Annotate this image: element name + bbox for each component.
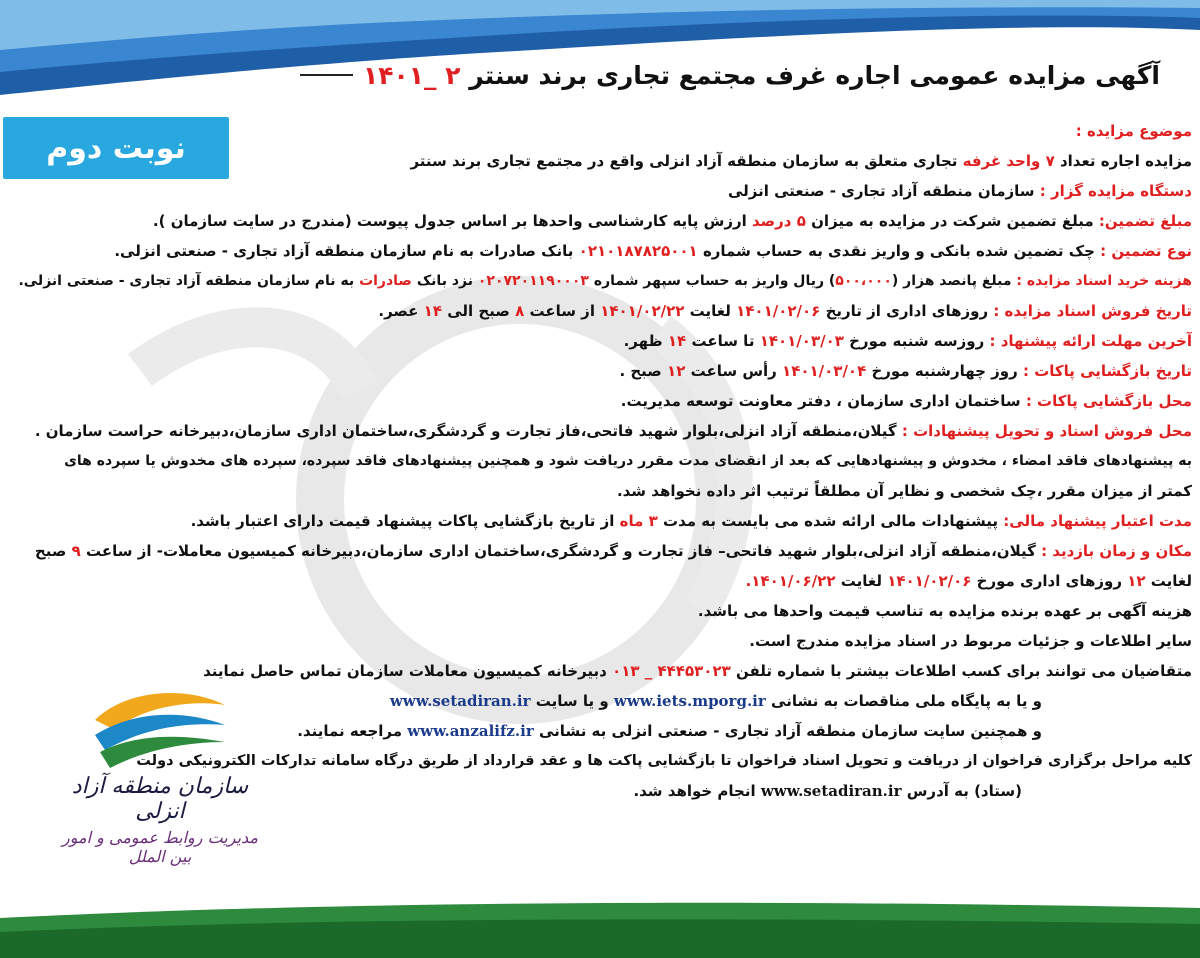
submission-place-row: محل فروش اسناد و تحویل پیشنهادات : گیلان،منطقه آزاد انزلی،بلوار شهید فاتحی،فاز تجارت و گردشگری،ساختمان اداری سازمان،دبیرخانه حراست سازمان . (34, 422, 1192, 440)
visit-row-2: لغایت ۱۲ روزهای اداری مورخ ۱۴۰۱/۰۲/۰۶ لغایت ۱۴۰۱/۰۶/۲۲. (745, 572, 1192, 590)
title-number: ۲ _۱۴۰۱ (363, 60, 461, 90)
title-bar (300, 50, 1160, 100)
subject-label: موضوع مزایده : (1075, 122, 1192, 140)
org-logo (60, 680, 260, 880)
invalid-bids-row-1: به پیشنهادهای فاقد امضاء ، مخدوش و پیشنهادهایی که بعد از انقضای مدت مقرر دریافت شود و همچنین پیشنهادهای فاقد سپرده، سپرده های مخدوش یا سپرده های (64, 453, 1192, 469)
visit-row-1: مکان و زمان بازدید : گیلان،منطقه آزاد انزلی،بلوار شهید فاتحی– فاز تجارت و گردشگری،ساختمان اداری سازمان،دبیرخانه کمیسیون معاملات- از ساعت ۹ صبح (34, 542, 1192, 560)
final-row-2: (ستاد) به آدرس www.setadiran.ir انجام خواهد شد. (633, 782, 1022, 800)
website-row: و همچنین سایت سازمان منطقه آزاد تجاری - صنعتی انزلی به نشانی www.anzalifz.ir مراجعه نمایند. (297, 722, 1042, 740)
contact-row: متقاضیان می توانند برای کسب اطلاعات بیشتر با شماره تلفن ۴۴۴۵۳۰۲۳ _ ۰۱۳ دبیرخانه کمیسیون معاملات سازمان تماس حاصل نمایند (203, 662, 1192, 680)
anzalifz-link[interactable]: www.anzalifz.ir (407, 722, 534, 740)
organizer-row: دستگاه مزایده گزار : سازمان منطقه آزاد تجاری - صنعتی انزلی (727, 182, 1192, 200)
deadline-row: آخرین مهلت ارائه پیشنهاد : روزسه شنبه مورخ ۱۴۰۱/۰۳/۰۳ تا ساعت ۱۴ ظهر. (623, 332, 1192, 350)
invalid-bids-row-2: کمتر از میزان مقرر ،چک شخصی و نظایر آن مطلقاً ترتیب اثر داده نخواهد شد. (616, 482, 1192, 500)
subject-label-row (7, 116, 1192, 146)
setadiran-link[interactable]: www.setadiran.ir (389, 692, 531, 710)
opening-date-row: تاریخ بازگشایی پاکات : روز چهارشنبه مورخ ۱۴۰۱/۰۳/۰۴ رأس ساعت ۱۲ صبح . (619, 362, 1192, 380)
portal-row: و یا به پایگاه ملی مناقصات به نشانی www.iets.mporg.ir و یا سایت www.setadiran.ir (389, 692, 1042, 710)
page-title: آگهی مزایده عمومی اجاره غرف مجتمع تجاری برند سنتر ۲ _۱۴۰۱ (363, 60, 1160, 90)
doc-cost-row: هزینه خرید اسناد مزایده : مبلغ پانصد هزار (۵۰۰،۰۰۰) ریال واریز به حساب سپهر شماره ۰۲۰۷۲۰۱۱۹۰۰۰۳ نزد بانک صادرات به نام سازمان منطقه آزاد تجاری - صنعتی انزلی. (18, 273, 1192, 289)
validity-row: مدت اعتبار پیشنهاد مالی: پیشنهادات مالی ارائه شده می بایست به مدت ۳ ماه از تاریخ بازگشایی پاکات پیشنهاد قیمت دارای اعتبار باشد. (190, 512, 1192, 530)
subject-row: مزایده اجاره تعداد ۷ واحد غرفه تجاری متعلق به سازمان منطقه آزاد انزلی واقع در مجتمع تجاری برند سنتر (410, 152, 1192, 170)
final-row-1: کلیه مراحل برگزاری فراخوان از دریافت و تحویل اسناد فراخوان تا بازگشایی پاکت ها و عقد قرارداد از طریق درگاه سامانه تدارکات الکترونیکی دولت (136, 753, 1192, 769)
phone-number: ۴۴۴۵۳۰۲۳ _ ۰۱۳ (612, 662, 731, 680)
round-badge: نوبت دوم (3, 117, 229, 179)
iets-link[interactable]: www.iets.mporg.ir (613, 692, 766, 710)
ad-cost-row: هزینه آگهی بر عهده برنده مزایده به تناسب قیمت واحدها می باشد. (697, 602, 1192, 620)
title-rule (300, 74, 353, 76)
deposit-type-row: نوع تضمین : چک تضمین شده بانکی و واریز نقدی به حساب شماره ۰۲۱۰۱۸۷۸۲۵۰۰۱ بانک صادرات به نام سازمان منطقه آزاد تجاری - صنعتی انزلی. (114, 242, 1192, 260)
bottom-wave-decoration (0, 898, 1200, 958)
dept-name: مدیریت روابط عمومی و امور بین الملل (62, 828, 258, 866)
setadiran-footer-link[interactable]: www.setadiran.ir (760, 782, 902, 800)
deposit-amount-row: مبلغ تضمین: مبلغ تضمین شرکت در مزایده به میزان ۵ درصد ارزش پایه کارشناسی واحدها بر اساس جدول پیوست (مندرج در سایت سازمان ). (152, 212, 1192, 230)
other-info-row: سایر اطلاعات و جزئیات مربوط در اسناد مزایده مندرج است. (749, 632, 1192, 650)
sale-dates-row: تاریخ فروش اسناد مزایده : روزهای اداری از تاریخ ۱۴۰۱/۰۲/۰۶ لغایت ۱۴۰۱/۰۲/۲۲ از ساعت ۸ صبح الی ۱۴ عصر. (378, 302, 1192, 320)
org-name: سازمان منطقه آزاد انزلی (71, 774, 249, 824)
opening-place-row: محل بازگشایی پاکات : ساختمان اداری سازمان ، دفتر معاونت توسعه مدیریت. (620, 392, 1192, 410)
wave-logo-icon (85, 680, 235, 770)
